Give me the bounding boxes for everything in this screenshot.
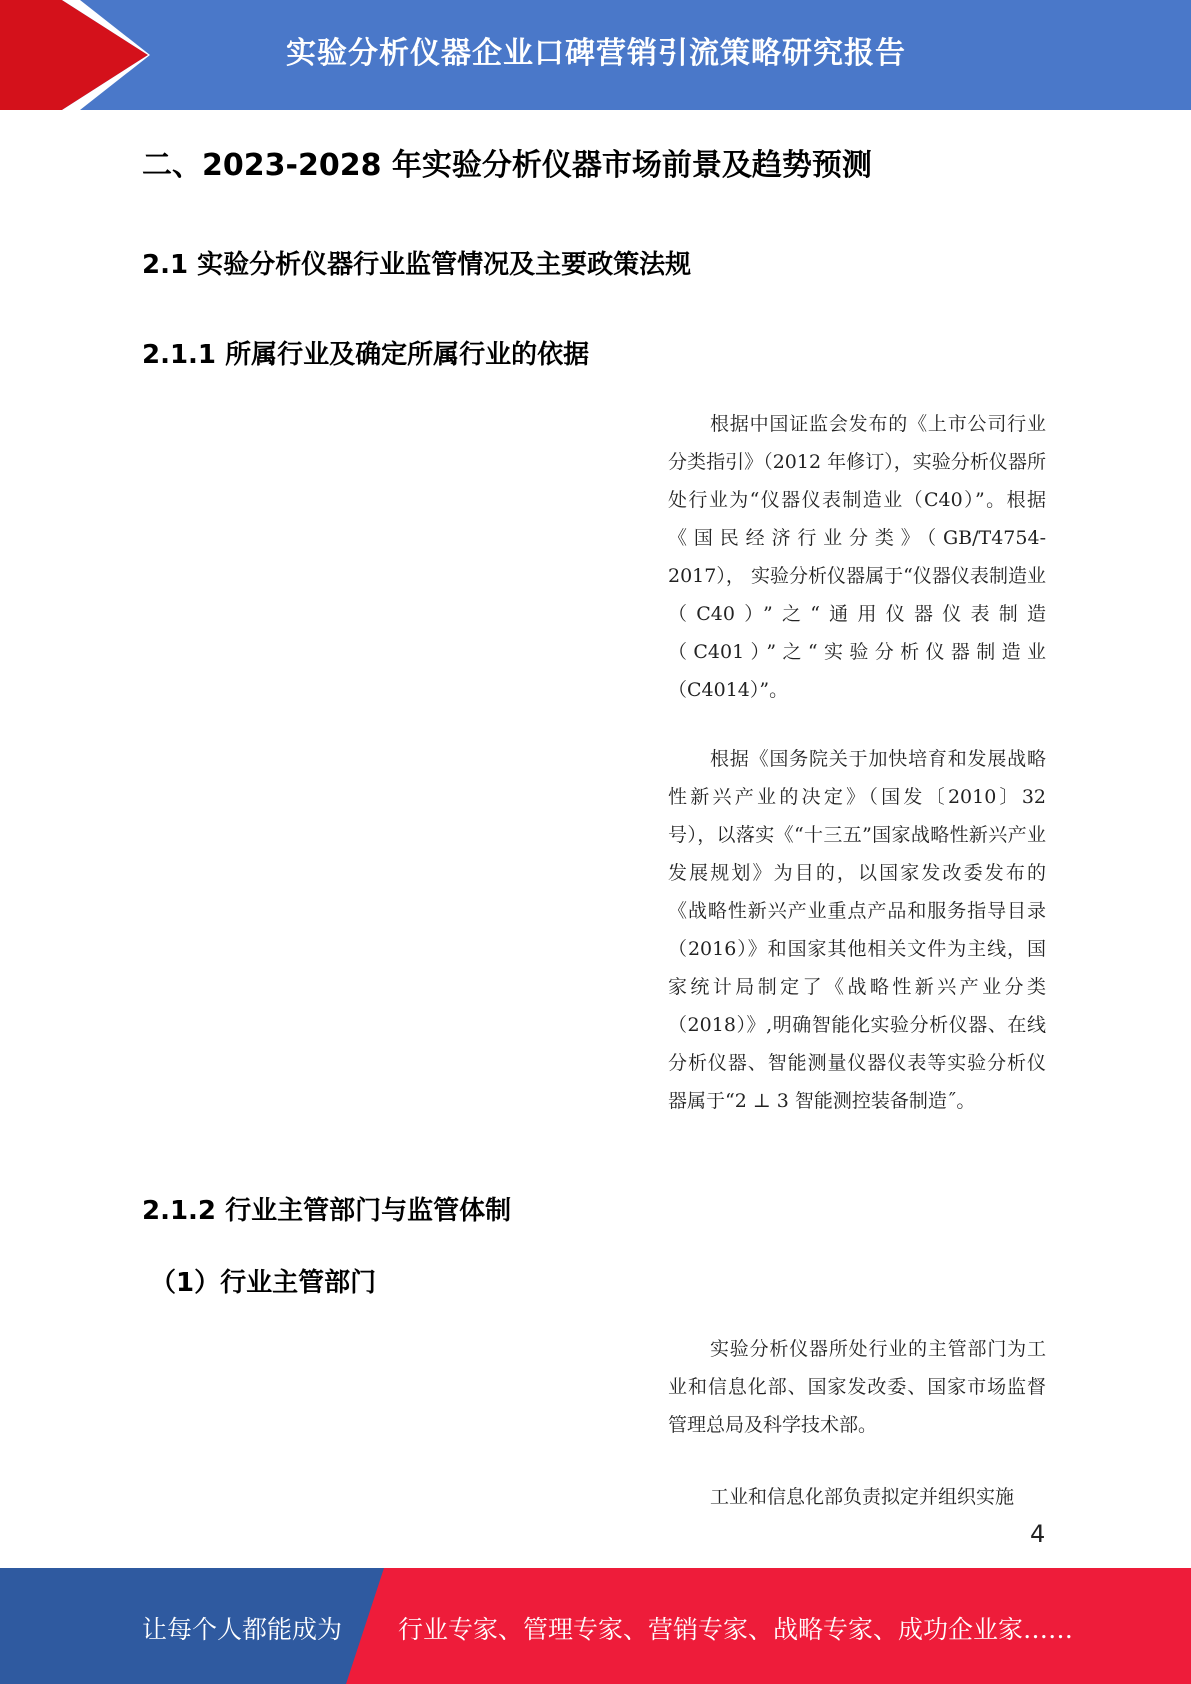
header-band bbox=[0, 0, 1191, 110]
subsection-heading-authorities: （1）行业主管部门 bbox=[150, 1268, 377, 1298]
paragraph-industry-classification: 根据中国证监会发布的《上市公司行业分类指引》（2012 年修订），实验分析仪器所处行业为“仪器仪表制造业（C40）”。根据《国民经济行业分类》（GB/T4754-2017）， 实验分析仪器属于“仪器仪表制造业（C40）”之“通用仪器仪表制造（C401）”之“实验分析仪器制造业（C4014）”。 bbox=[668, 413, 1046, 701]
report-title: 实验分析仪器企业口碑营销引流策略研究报告 bbox=[286, 36, 906, 71]
paragraph-miit: 工业和信息化部负责拟定并组织实施 bbox=[710, 1486, 1015, 1508]
section-heading-2-1-1: 2.1.1 所属行业及确定所属行业的依据 bbox=[142, 340, 590, 370]
section-heading-2-1: 2.1 实验分析仪器行业监管情况及主要政策法规 bbox=[142, 250, 692, 280]
page-number: 4 bbox=[1030, 1520, 1046, 1548]
footer-slogan-left: 让每个人都能成为 bbox=[142, 1615, 343, 1644]
footer-band bbox=[0, 1568, 1191, 1684]
paragraph-authorities: 实验分析仪器所处行业的主管部门为工业和信息化部、国家发改委、国家市场监督管理总局及科学技术部。 bbox=[668, 1338, 1046, 1436]
paragraph-strategic-industry: 根据《国务院关于加快培育和发展战略性新兴产业的决定》（国发〔2010〕32 号），以落实《“十三五”国家战略性新兴产业发展规划》为目的，以国家发改委发布的《战略性新兴产业重点产品和服务指导目录（2016）》和国家其他相关文件为主线，国家统计局制定了《战略性新兴产业分类（2018）》,明确智能化实验分析仪器、在线分析仪器、智能测量仪器仪表等实验分析仪器属于“2 ⊥ 3 智能测控装备制造˝。 bbox=[668, 748, 1046, 1112]
section-heading-2-1-2: 2.1.2 行业主管部门与监管体制 bbox=[142, 1196, 512, 1226]
chapter-heading: 二、2023-2028 年实验分析仪器市场前景及趋势预测 bbox=[142, 148, 872, 183]
footer-slogan-right: 行业专家、管理专家、营销专家、战略专家、成功企业家…… bbox=[398, 1615, 1074, 1644]
header-chevron-shape bbox=[0, 0, 160, 110]
